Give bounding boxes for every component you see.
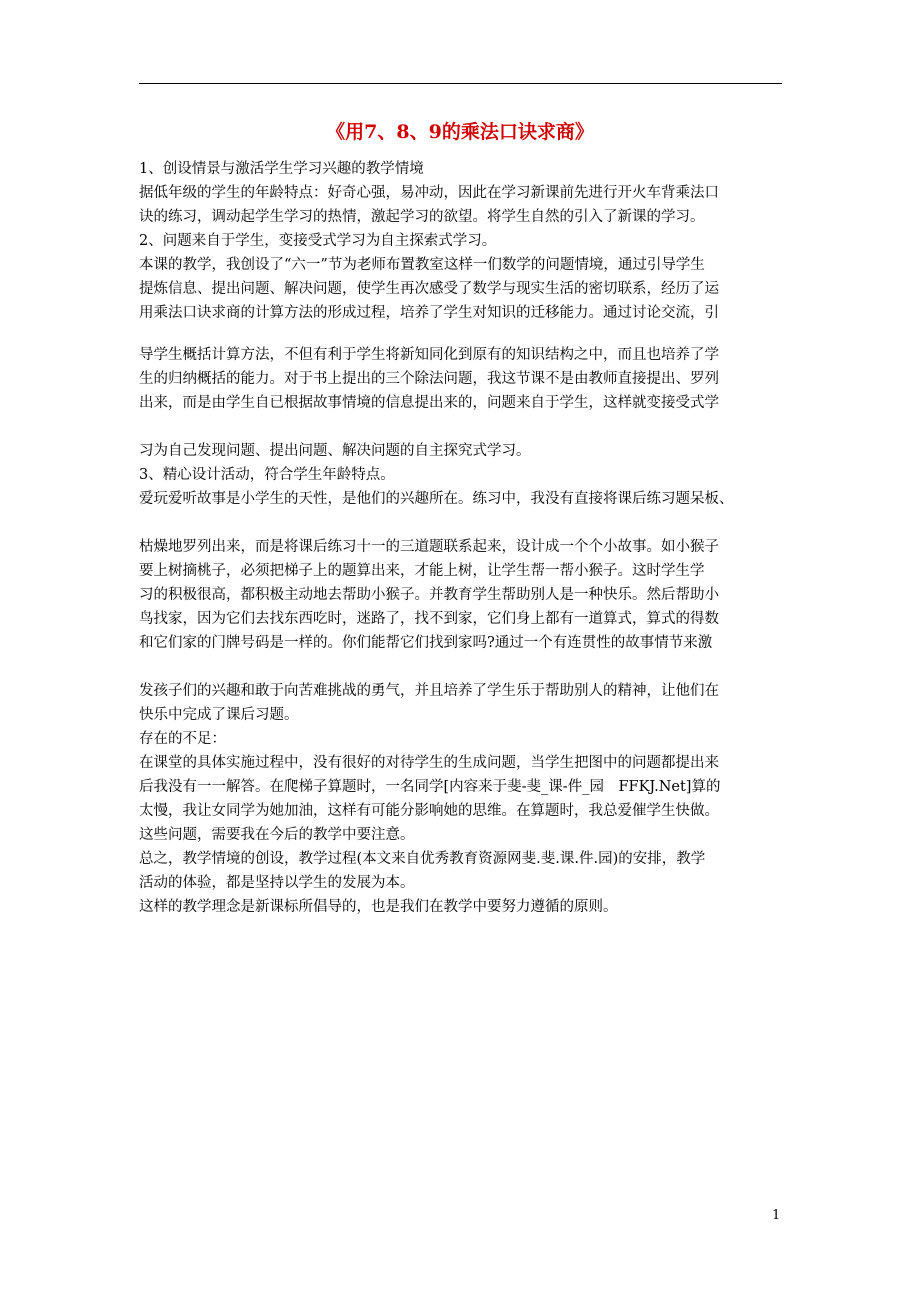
body-line: 导学生概括计算方法，不但有利于学生将新知同化到原有的知识结构之中，而且也培养了学 [139, 347, 719, 363]
page-number: 1 [772, 1208, 781, 1223]
body-line: 总之，教学情境的创设，教学过程(本文来自优秀教育资源网斐.斐.课.件.园)的安排，教学 [139, 851, 706, 867]
body-line: 和它们家的门牌号码是一样的。你们能帮它们找到家吗?通过一个有连贯性的故事情节来激 [139, 635, 713, 651]
body-line: 这样的教学理念是新课标所倡导的，也是我们在教学中要努力遵循的原则。 [139, 899, 618, 915]
body-line: 1、创设情景与激活学生学习兴趣的教学情境 [139, 161, 424, 177]
document-title: 《用7、8、9的乘法口诀求商》 [326, 121, 594, 143]
body-line: 习的积极很高，都积极主动地去帮助小猴子。并教育学生帮助别人是一种快乐。然后帮助小 [139, 587, 719, 603]
body-line: 习为自己发现问题、提出问题、解决问题的自主探究式学习。 [139, 443, 531, 459]
body-line: 生的归纳概括的能力。对于书上提出的三个除法问题，我这节课不是由教师直接提出、罗列 [139, 371, 719, 387]
body-line: 爱玩爱听故事是小学生的天性，是他们的兴趣所在。练习中，我没有直接将课后练习题呆板、 [139, 491, 734, 507]
body-line: 鸟找家，因为它们去找东西吃时，迷路了，找不到家，它们身上都有一道算式，算式的得数 [139, 611, 719, 627]
body-line: 存在的不足： [139, 731, 226, 747]
body-line: 2、问题来自于学生，变接受式学习为自主探索式学习。 [139, 233, 497, 249]
body-line: 出来，而是由学生自已根据故事情境的信息提出来的，问题来自于学生，这样就变接受式学 [139, 395, 719, 411]
body-line: 太慢，我让女同学为她加油，这样有可能分影响她的思维。在算题时，我总爱催学生快做。 [139, 803, 719, 819]
body-line: 这些问题，需要我在今后的教学中要注意。 [139, 827, 415, 843]
body-line: 提炼信息、提出问题、解决问题，使学生再次感受了数学与现实生活的密切联系，经历了运 [139, 281, 719, 297]
body-line: 枯燥地罗列出来，而是将课后练习十一的三道题联系起来，设计成一个个小故事。如小猴子 [139, 539, 719, 555]
body-line: 据低年级的学生的年龄特点：好奇心强，易冲动，因此在学习新课前先进行开火车背乘法口 [139, 185, 719, 201]
body-line: 要上树摘桃子，必须把梯子上的题算出来，才能上树，让学生帮一帮小猴子。这时学生学 [139, 563, 705, 579]
body-line: 用乘法口诀求商的计算方法的形成过程，培养了学生对知识的迁移能力。通过讨论交流，引 [139, 305, 719, 321]
body-line: 在课堂的具体实施过程中，没有很好的对待学生的生成问题，当学生把图中的问题都提出来 [139, 755, 719, 771]
header-rule [139, 83, 782, 84]
body-line: 后我没有一一解答。在爬梯子算题时，一名同学[内容来于斐-斐_课-件_园 FFKJ.Net]算的 [139, 779, 721, 795]
body-line: 诀的练习，调动起学生学习的热情，激起学习的欲望。将学生自然的引入了新课的学习。 [139, 209, 705, 225]
body-line: 快乐中完成了课后习题。 [139, 707, 299, 723]
body-line: 3、精心设计活动，符合学生年龄特点。 [139, 467, 395, 483]
body-line: 本课的教学，我创设了“六一”节为老师布置教室这样一们数学的问题情境，通过引导学生 [139, 257, 705, 273]
body-line: 发孩子们的兴趣和敢于向苦难挑战的勇气，并且培养了学生乐于帮助别人的精神，让他们在 [139, 683, 719, 699]
body-line: 活动的体验，都是坚持以学生的发展为本。 [139, 875, 415, 891]
